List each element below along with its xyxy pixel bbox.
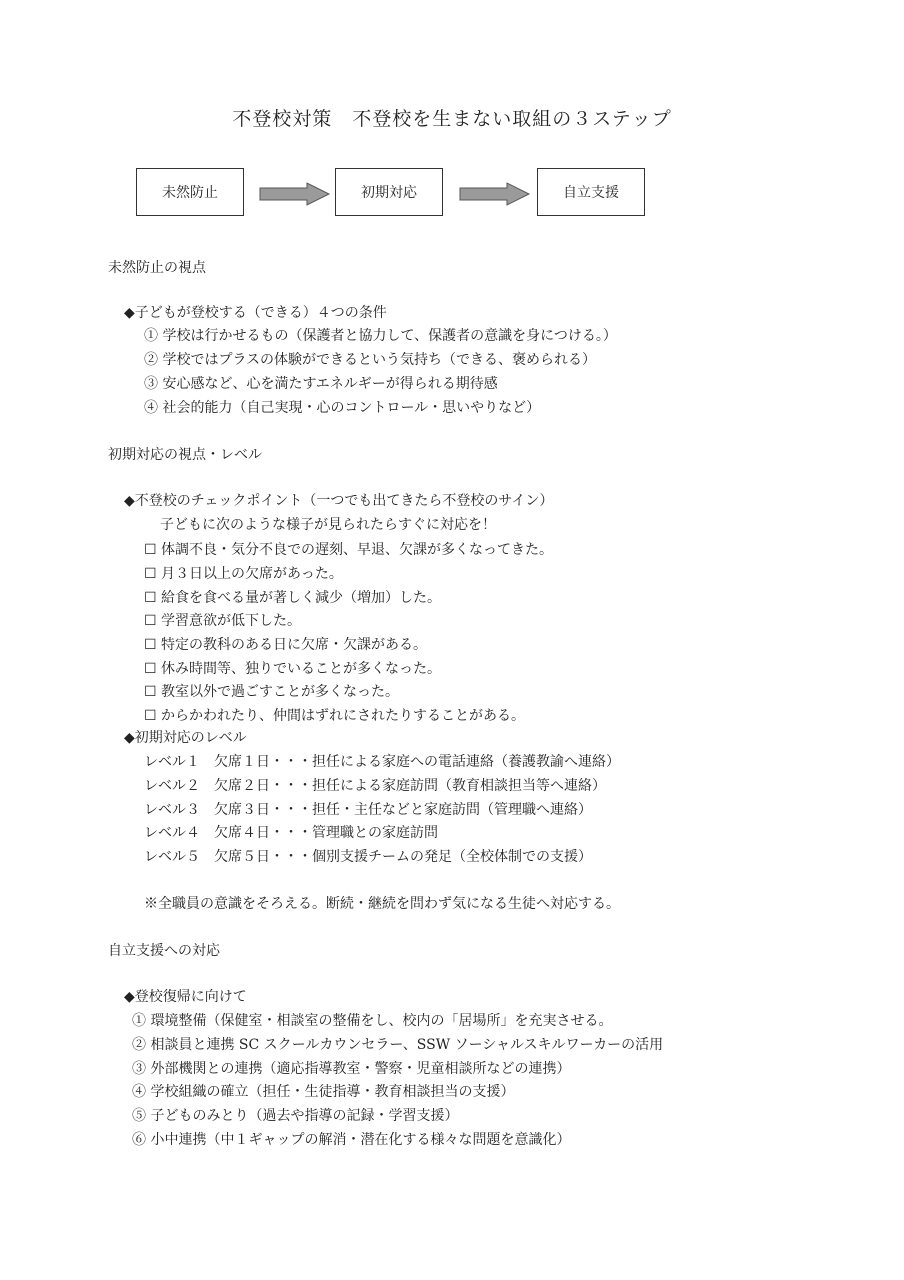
step-box-initial-response: 初期対応 — [335, 168, 443, 216]
return-heading: ◆登校復帰に向けて — [124, 989, 247, 1005]
checkpoint-item: ☐ 教室以外で過ごすことが多くなった。 — [144, 684, 399, 700]
level-item: レベル５ 欠席５日・・・個別支援チームの発足（全校体制での支援） — [144, 849, 592, 865]
checkpoint-item: ☐ 月３日以上の欠席があった。 — [144, 566, 343, 582]
level-item: レベル３ 欠席３日・・・担任・主任などと家庭訪問（管理職へ連絡） — [144, 802, 592, 818]
staff-note: ※全職員の意識をそろえる。断続・継続を問わず気になる生徒へ対応する。 — [144, 896, 620, 912]
checkpoint-intro: 子どもに次のような様子が見られたらすぐに対応を！ — [160, 517, 496, 533]
step-flow — [0, 168, 904, 220]
flow-arrow-icon — [259, 182, 331, 206]
section-heading-independence: 自立支援への対応 — [108, 943, 220, 959]
checkpoint-item: ☐ 休み時間等、独りでいることが多くなった。 — [144, 661, 441, 677]
step-box-prevention: 未然防止 — [136, 168, 244, 216]
support-item: ③ 外部機関との連携（適応指導教室・警察・児童相談所などの連携） — [132, 1061, 571, 1077]
checkpoint-heading: ◆不登校のチェックポイント（一つでも出てきたら不登校のサイン） — [124, 493, 554, 509]
support-item: ② 相談員と連携 SC スクールカウンセラー、SSW ソーシャルスキルワーカーの活用 — [132, 1037, 664, 1053]
page-title: 不登校対策 不登校を生まない取組の３ステップ — [232, 108, 672, 130]
level-item: レベル２ 欠席２日・・・担任による家庭訪問（教育相談担当等へ連絡） — [144, 778, 606, 794]
checkpoint-item: ☐ 特定の教科のある日に欠席・欠課がある。 — [144, 637, 427, 653]
level-heading: ◆初期対応のレベル — [124, 730, 247, 746]
checkpoint-item: ☐ からかわれたり、仲間はずれにされたりすることがある。 — [144, 708, 525, 724]
condition-item: ② 学校ではプラスの体験ができるという気持ち（できる、褒められる） — [144, 352, 597, 368]
checkpoint-item: ☐ 給食を食べる量が著しく減少（増加）した。 — [144, 590, 441, 606]
level-item: レベル４ 欠席４日・・・管理職との家庭訪問 — [144, 825, 438, 841]
condition-item: ④ 社会的能力（自己実現・心のコントロール・思いやりなど） — [144, 400, 541, 416]
checkpoint-item: ☐ 学習意欲が低下した。 — [144, 613, 302, 629]
support-item: ⑤ 子どものみとり（過去や指導の記録・学習支援） — [132, 1108, 459, 1124]
section-heading-prevention: 未然防止の視点 — [108, 260, 206, 276]
section-heading-initial-response: 初期対応の視点・レベル — [108, 447, 262, 463]
support-item: ④ 学校組織の確立（担任・生徒指導・教育相談担当の支援） — [132, 1084, 515, 1100]
support-item: ① 環境整備（保健室・相談室の整備をし、校内の「居場所」を充実させる。 — [132, 1013, 613, 1029]
condition-item: ③ 安心感など、心を満たすエネルギーが得られる期待感 — [144, 376, 498, 392]
level-item: レベル１ 欠席１日・・・担任による家庭への電話連絡（養護教諭へ連絡） — [144, 754, 620, 770]
condition-item: ① 学校は行かせるもの（保護者と協力して、保護者の意識を身につける。） — [144, 328, 617, 344]
conditions-heading: ◆子どもが登校する（できる）４つの条件 — [124, 305, 387, 321]
step-box-independence-support: 自立支援 — [537, 168, 645, 216]
support-item: ⑥ 小中連携（中１ギャップの解消・潜在化する様々な問題を意識化） — [132, 1132, 571, 1148]
flow-arrow-icon — [459, 182, 531, 206]
checkpoint-item: ☐ 体調不良・気分不良での遅刻、早退、欠課が多くなってきた。 — [144, 542, 553, 558]
